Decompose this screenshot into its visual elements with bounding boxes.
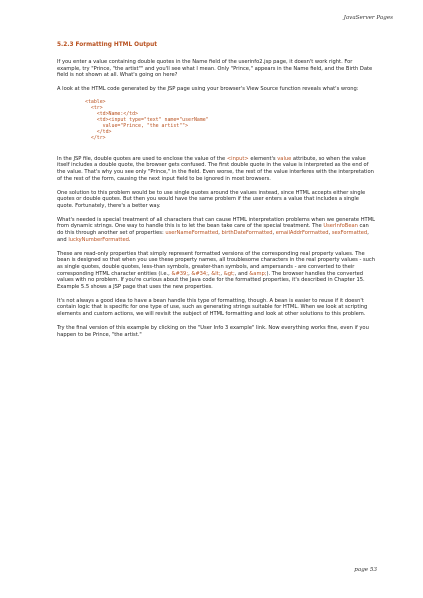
paragraph-4: One solution to this problem would be to use single quotes around the values instead, since HTML accepts either single quotes or double quotes. But then you would have the same problem if the user enters a value that includes a single quote. Fortunately, there's a better way. xyxy=(57,189,366,209)
text-run: , and xyxy=(57,230,369,243)
page-body xyxy=(57,42,375,346)
paragraph-5 xyxy=(57,217,375,243)
paragraph-3 xyxy=(57,156,375,182)
section-heading: 5.2.3 Formatting HTML Output xyxy=(57,42,158,48)
inline-code: &#34; xyxy=(191,270,208,277)
code-line: <table> xyxy=(85,99,106,106)
code-line: <tr> xyxy=(85,105,103,112)
text-run: , and xyxy=(234,270,250,277)
paragraph-2: A look at the HTML code generated by the JSP page using your browser's View Source function reveals what's wrong: xyxy=(57,86,359,93)
text-run: What's needed is special treatment of all characters that can cause HTML interpretation problems when we generate HTML from dynamic strings. One way to handle this is to let the bean take care of the special treatment. The xyxy=(57,216,376,230)
text-run: , xyxy=(220,270,224,277)
inline-code: emailAddrFormatted xyxy=(275,230,329,237)
text-run: , xyxy=(328,230,332,237)
code-line: </td> xyxy=(85,128,112,135)
text-run: can do this through another set of properties: xyxy=(57,223,369,237)
code-line: </tr> xyxy=(85,134,106,141)
code-listing xyxy=(85,100,375,141)
text-run: , xyxy=(188,270,192,277)
running-header: JavaServer Pages xyxy=(343,15,393,21)
code-line: <td>Name:</td> xyxy=(85,111,138,118)
inline-code: userNameFormatted xyxy=(165,230,219,237)
text-run: These are read-only properties that simply represent formatted versions of the corresponding real property values. The bean is designed so that when you use these property names, all troublesome characters in the real property values - such as single quotes, double quotes, less-than symbols, greater-than symbols, and ampersands - are converted to their corresponding HTML character entities (i.e., xyxy=(57,250,375,277)
text-run: , xyxy=(207,270,212,277)
inline-code: &#39; xyxy=(171,270,189,277)
inline-code: &amp; xyxy=(249,270,267,277)
inline-code: UserInfoBean xyxy=(323,223,358,230)
paragraph-1: If you enter a value containing double quotes in the Name field of the userinfo2.jsp page, it doesn't work right. For example, try "Prince, "the artist"" and you'll see what I mean. Only "Prince," appears in the Name field, and the Birth Date field is not shown at all. What's going on here? xyxy=(57,59,373,79)
inline-code: sexFormatted xyxy=(331,230,368,237)
inline-code: &lt; xyxy=(211,270,221,277)
paragraph-8: Try the final version of this example by clicking on the "User Info 3 example" link. Now everything works fine, even if you happen to be Prince, "the artist." xyxy=(57,325,369,338)
text-run: attribute, so when the value itself includes a double quote, the browser gets confused. The first double quote in the value is interpreted as the end of the value. That's why you see only "Prince," in the field. Even worse, the rest of the value interferes with the interpretation of the rest of the form, causing the next input field to be ignored in most browsers. xyxy=(57,155,374,182)
code-line: value="Prince, "the artist""> xyxy=(85,123,189,129)
text-run: In the JSP file, double quotes are used to enclose the value of the xyxy=(57,155,227,162)
code-line: <td><input type="text" name="userName" xyxy=(85,117,209,124)
inline-code: value xyxy=(277,155,292,162)
text-run: . xyxy=(128,236,131,243)
text-run: , xyxy=(272,230,276,237)
text-run: , xyxy=(218,230,222,237)
page-number: page 53 xyxy=(354,567,377,573)
paragraph-6 xyxy=(57,251,375,291)
inline-code: birthDateFormatted xyxy=(221,230,273,237)
inline-code: <input> xyxy=(226,155,249,162)
inline-code: &gt; xyxy=(223,270,235,277)
paragraph-7: It's not always a good idea to have a bean handle this type of formatting, though. A bean is easier to reuse if it doesn't contain logic that is specific for one type of use, such as generating strings suitable for HTML. When we look at scripting elements and custom actions, we will revisit the subject of HTML formatting and look at other solutions to this problem. xyxy=(57,297,368,317)
text-run: element's xyxy=(248,155,278,162)
text-run: ). The browser handles the converted values with no problem. If you're curious about the Java code for the formatted properties, it's described in Chapter 15. Example 5.5 shows a JSP page that uses the new properties. xyxy=(57,270,365,290)
inline-code: luckyNumberFormatted xyxy=(68,236,129,243)
